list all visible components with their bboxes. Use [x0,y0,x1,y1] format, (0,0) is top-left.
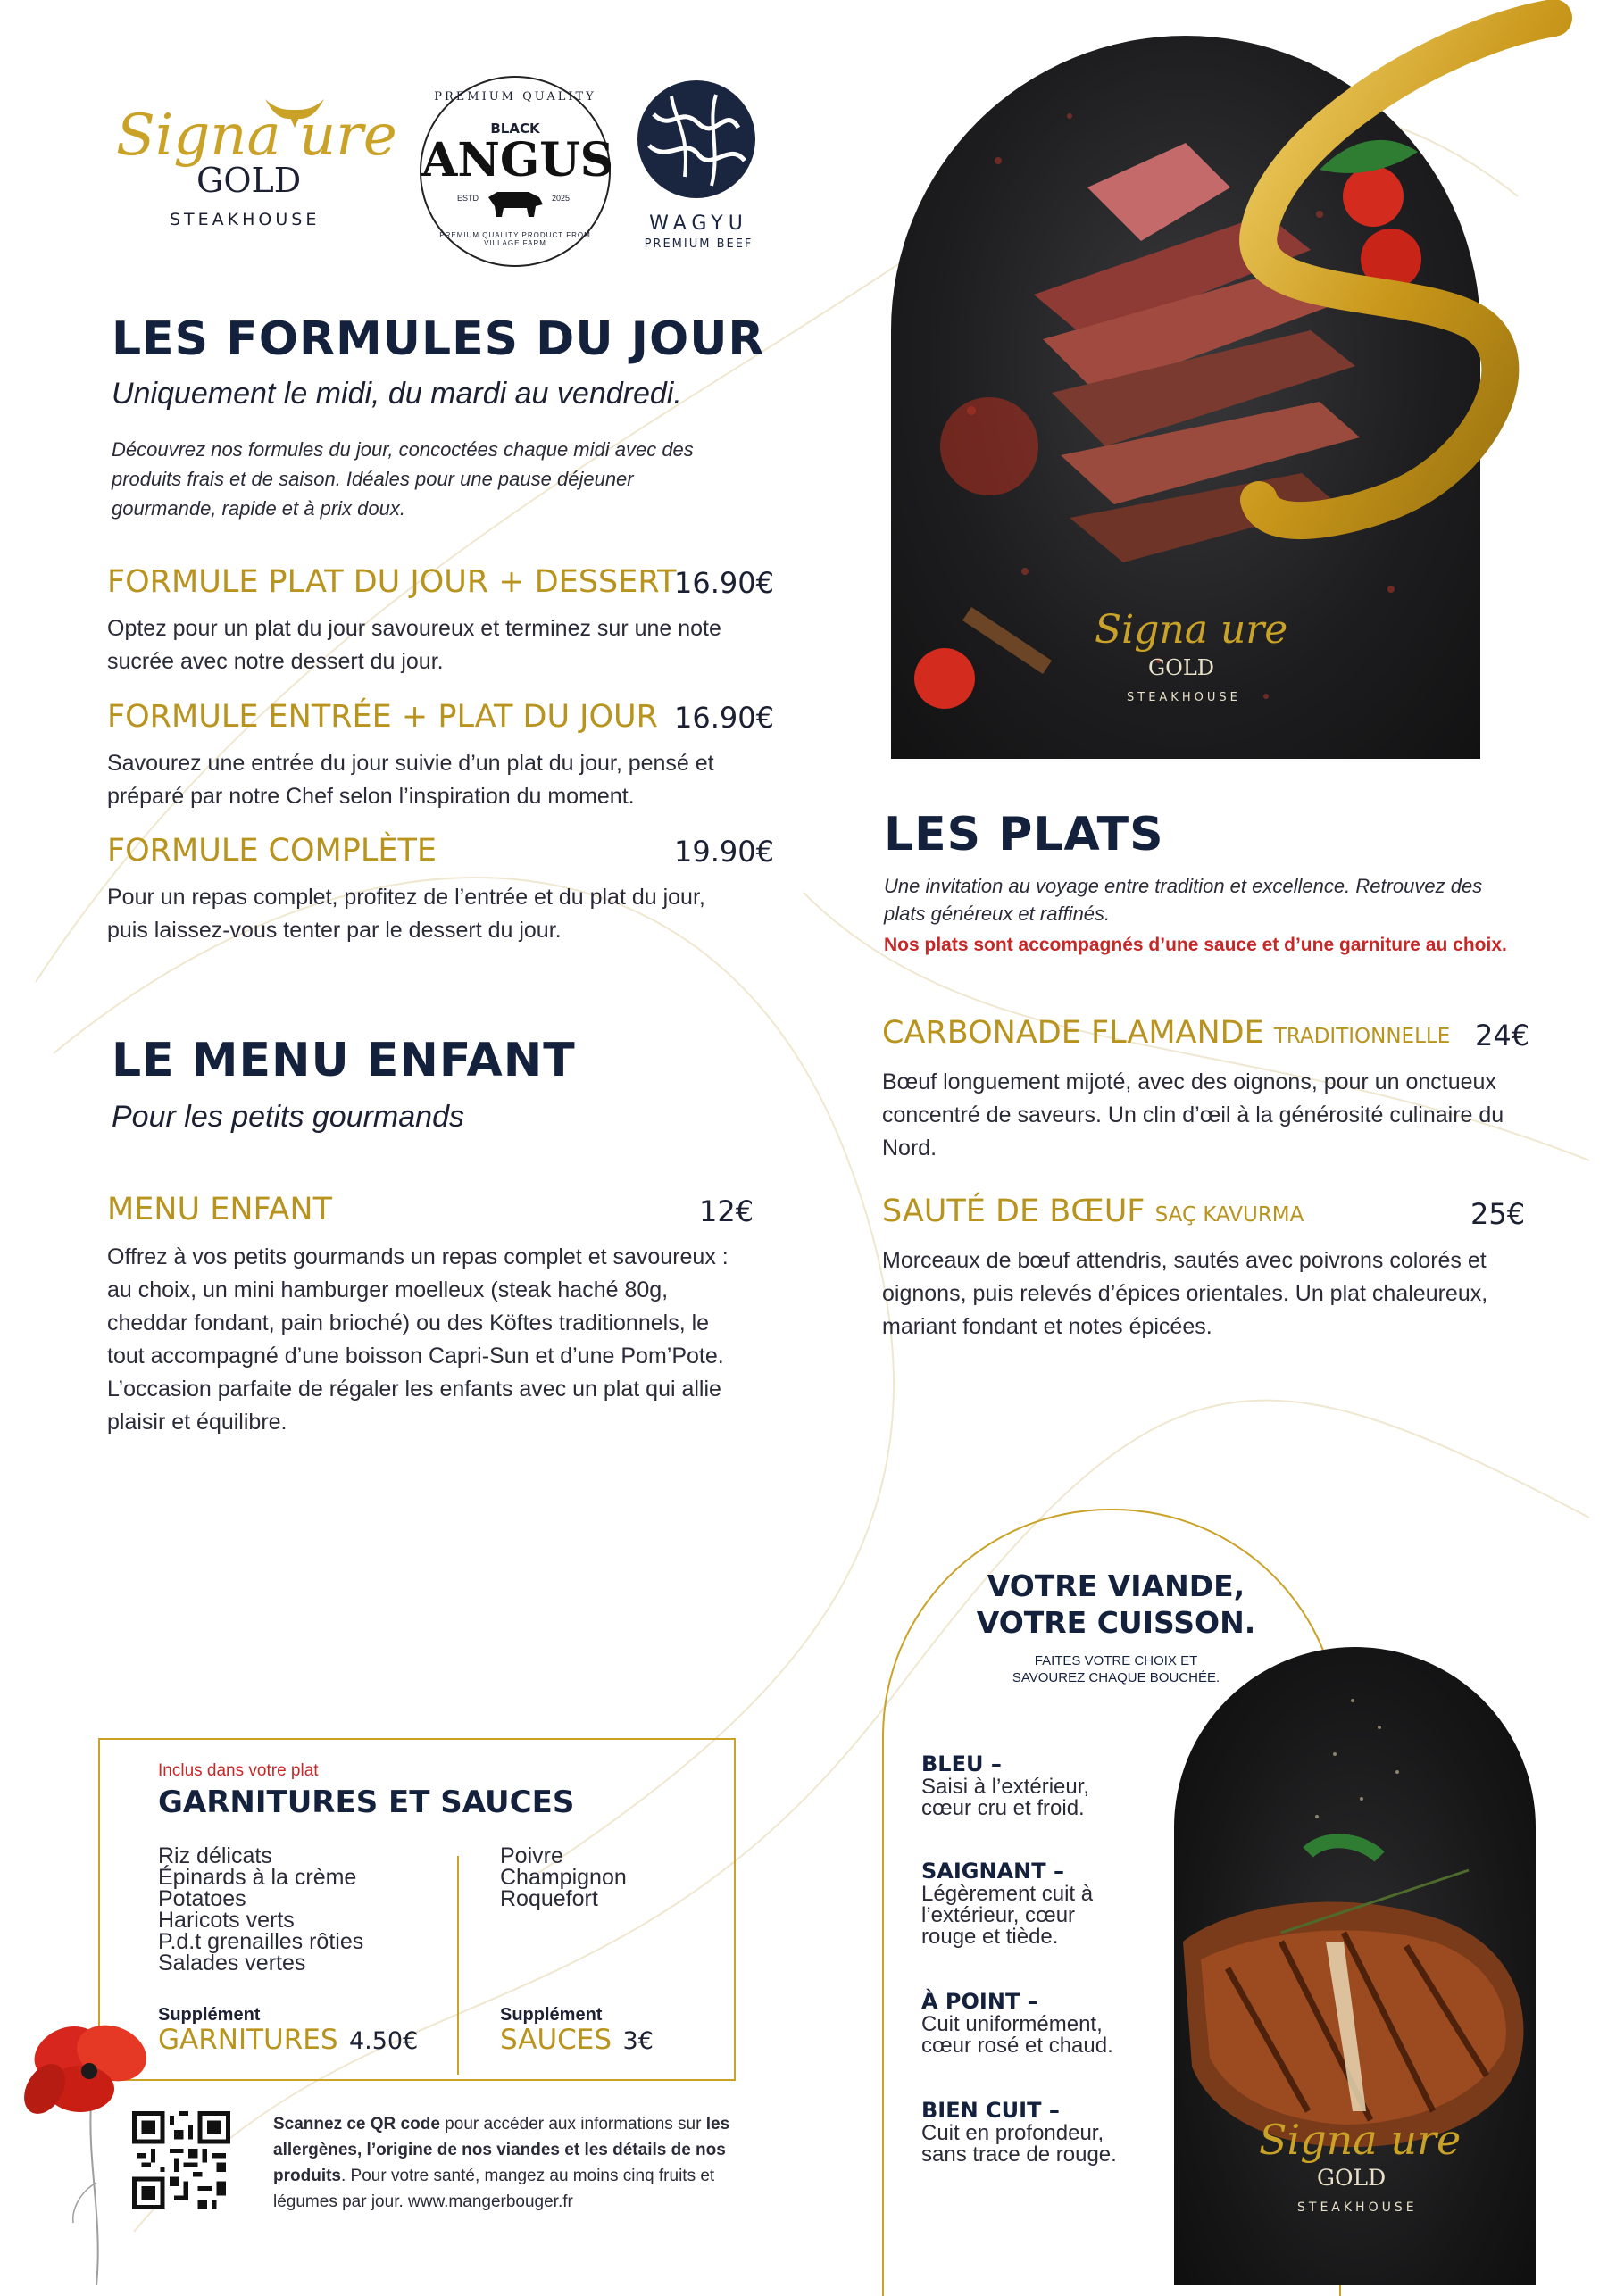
angus-bottom-text: PREMIUM QUALITY PRODUCT FROM VILLAGE FARM [439,231,591,247]
cooking-level-saignant [921,1859,1093,1948]
angus-year: 2025 [552,194,571,203]
qr-info-scan: Scannez ce QR code [273,2115,440,2134]
garnish-item: Riz délicats [158,1843,272,1868]
cooking-level-name: BIEN CUIT – [921,2098,1060,2123]
garnish-supplement-label: Supplément [158,2005,261,2025]
cooking-level-desc: cœur rosé et chaud. [921,2034,1113,2058]
cooking-level-bleu [921,1751,1089,1819]
plat-2-price: 25€ [1470,1197,1526,1231]
angus-black-text: BLACK [490,121,540,137]
wagyu-marbled-emblem-icon [636,79,757,200]
cuisson-subtitle-1: FAITES VOTRE CHOIX ET [1034,1653,1198,1668]
gold-s-ribbon-decoration [1179,0,1616,571]
qr-info-text-a: pour accéder aux informations sur [439,2115,706,2134]
qr-info-text-b: . Pour votre santé, mangez au moins cinq fruits et légumes par jour. www.mangerbouger.fr [273,2167,715,2211]
qr-info-allergens: les allergènes, l’origine de nos viandes et les détails de nos produits [273,2115,730,2185]
photo2-steakhouse-wordmark: STEAKHOUSE [1297,2200,1418,2215]
garnish-list [158,1845,363,1974]
black-angus-badge [420,76,614,267]
garnish-item: Épinards à la crème [158,1865,357,1890]
signature-script: Signa ure [116,103,397,169]
garnish-supplement-price: 4.50€ [348,2027,419,2055]
formule-1-title: FORMULE PLAT DU JOUR + DESSERT [107,564,677,600]
plats-note: Nos plats sont accompagnés d’une sauce et d’une garniture au choix. [884,935,1507,955]
garnish-supplement [158,2024,418,2056]
plats-intro: Une invitation au voyage entre tradition et excellence. Retrouvez des plats généreux et raffinés. [884,875,1483,925]
cuisson-title-1: VOTRE VIANDE, [987,1568,1245,1603]
plat-1-name: CARBONADE FLAMANDE [882,1015,1264,1051]
formule-3-title: FORMULE COMPLÈTE [107,833,437,869]
sauce-list [500,1845,627,1909]
cooking-level-desc: Cuit uniformément, [921,2012,1103,2036]
cooking-level-desc: Cuit en profondeur, [921,2121,1104,2145]
signature-gold-logo [107,85,397,237]
formule-3-price: 19.90€ [674,835,774,869]
enfant-item-description: Offrez à vos petits gourmands un repas complet et savoureux : au choix, un mini hamburger moelleux (steak haché 80g, cheddar fondant, pain brioché) ou des Köftes traditionnels, le tout accompagné d’une boisson Capri-Sun et d’une Pom’Pote. L’occasion parfaite de régaler les enfants avec un plat qui allie plaisir et équilibre. [107,1244,729,1435]
wagyu-badge [634,79,768,257]
photo-gold-wordmark: GOLD [1148,655,1215,680]
enfant-item-price: 12€ [699,1194,754,1228]
enfant-item-title: MENU ENFANT [107,1192,332,1227]
sauce-item: Roquefort [500,1886,598,1911]
steakhouse-wordmark: STEAKHOUSE [170,210,321,229]
garnitures-box [98,1738,736,2081]
cooking-level-desc: Légèrement cuit à [921,1882,1094,1906]
cooking-level-bien-cuit [921,2098,1117,2166]
enfant-title: LE MENU ENFANT [112,1034,576,1087]
qr-code[interactable] [132,2111,230,2209]
plat-2-tag: SAÇ KAVURMA [1154,1203,1304,1227]
gold-wordmark: GOLD [196,161,302,200]
sauce-supplement [500,2024,654,2056]
garnitures-included-label: Inclus dans votre plat [158,1761,319,1780]
formules-intro: Découvrez nos formules du jour, concoctées chaque midi avec des produits frais et de saison. Idéales pour une pause déjeuner gourmande, rapide et à prix doux. [112,438,694,520]
formule-3-description: Pour un repas complet, profitez de l’entrée et du plat du jour, puis laissez-vous tenter par le dessert du jour. [107,885,705,943]
plat-1-description: Bœuf longuement mijoté, avec des oignons, pour un onctueux concentré de saveurs. Un clin d’œil à la générosité culinaire du Nord. [882,1069,1504,1160]
plat-2-title [882,1194,1304,1229]
garnish-item: P.d.t grenailles rôties [158,1929,364,1954]
tbone-steak-photo [1174,1647,1536,2285]
cooking-level-desc: cœur cru et froid. [921,1796,1085,1820]
garnish-item: Salades vertes [158,1951,306,1976]
cuisson-title-2: VOTRE CUISSON. [976,1605,1256,1640]
bull-icon [484,187,546,220]
garnish-supplement-name: GARNITURES [158,2024,338,2056]
cooking-level-desc: Saisi à l’extérieur, [921,1775,1090,1799]
column-divider [457,1856,459,2075]
wagyu-title: WAGYU [649,212,748,235]
garnish-item: Potatoes [158,1886,246,1911]
angus-estd: ESTD [457,194,479,203]
sauce-supplement-label: Supplément [500,2005,603,2025]
photo2-gold-wordmark: GOLD [1317,2165,1387,2191]
wagyu-subtitle: PREMIUM BEEF [644,237,754,251]
formules-title: LES FORMULES DU JOUR [112,312,765,366]
cooking-level-desc: sans trace de rouge. [921,2142,1117,2167]
plat-2-description: Morceaux de bœuf attendris, sautés avec poivrons colorés et oignons, puis relevés d’épices orientales. Un plat chaleureux, mariant fondant et notes épicées. [882,1248,1488,1339]
garnitures-title: GARNITURES ET SAUCES [158,1784,575,1820]
cooking-level-name: À POINT – [921,1989,1038,2014]
plats-title: LES PLATS [884,808,1164,861]
formule-1-price: 16.90€ [674,566,774,600]
formule-2-price: 16.90€ [674,701,774,735]
enfant-subtitle: Pour les petits gourmands [112,1100,464,1134]
photo-signature-script: Signa ure [1095,607,1288,653]
cooking-level-name: BLEU – [921,1751,1002,1776]
formule-1-description: Optez pour un plat du jour savoureux et terminez sur une note sucrée avec notre dessert du jour. [107,616,721,674]
formule-2-description: Savourez une entrée du jour suivie d’un plat du jour, pensé et préparé par notre Chef selon l’inspiration du moment. [107,751,714,809]
sauce-item: Champignon [500,1865,627,1890]
plat-1-price: 24€ [1475,1019,1530,1052]
cooking-level-name: SAIGNANT – [921,1859,1064,1884]
cuisson-subtitle-2: SAVOUREZ CHAQUE BOUCHÉE. [1012,1670,1220,1685]
sauce-supplement-name: SAUCES [500,2024,612,2056]
photo-steakhouse-wordmark: STEAKHOUSE [1127,691,1241,704]
plat-2-name: SAUTÉ DE BŒUF [882,1194,1145,1229]
qr-info-text [273,2111,769,2215]
plat-1-title [882,1015,1450,1051]
cooking-level-a-point [921,1989,1113,2057]
angus-title: ANGUS [421,133,614,187]
photo2-signature-script: Signa ure [1259,2116,1462,2164]
formules-subtitle: Uniquement le midi, du mardi au vendredi. [112,377,682,411]
plat-1-tag: TRADITIONNELLE [1273,1025,1451,1048]
sauce-item: Poivre [500,1843,563,1868]
garnish-item: Haricots verts [158,1908,295,1933]
sauce-supplement-price: 3€ [622,2027,654,2055]
formule-2-title: FORMULE ENTRÉE + PLAT DU JOUR [107,699,658,735]
angus-top-text: PREMIUM QUALITY [434,90,596,104]
cooking-level-desc: l’extérieur, cœur [921,1903,1076,1927]
cooking-level-desc: rouge et tiède. [921,1925,1059,1949]
